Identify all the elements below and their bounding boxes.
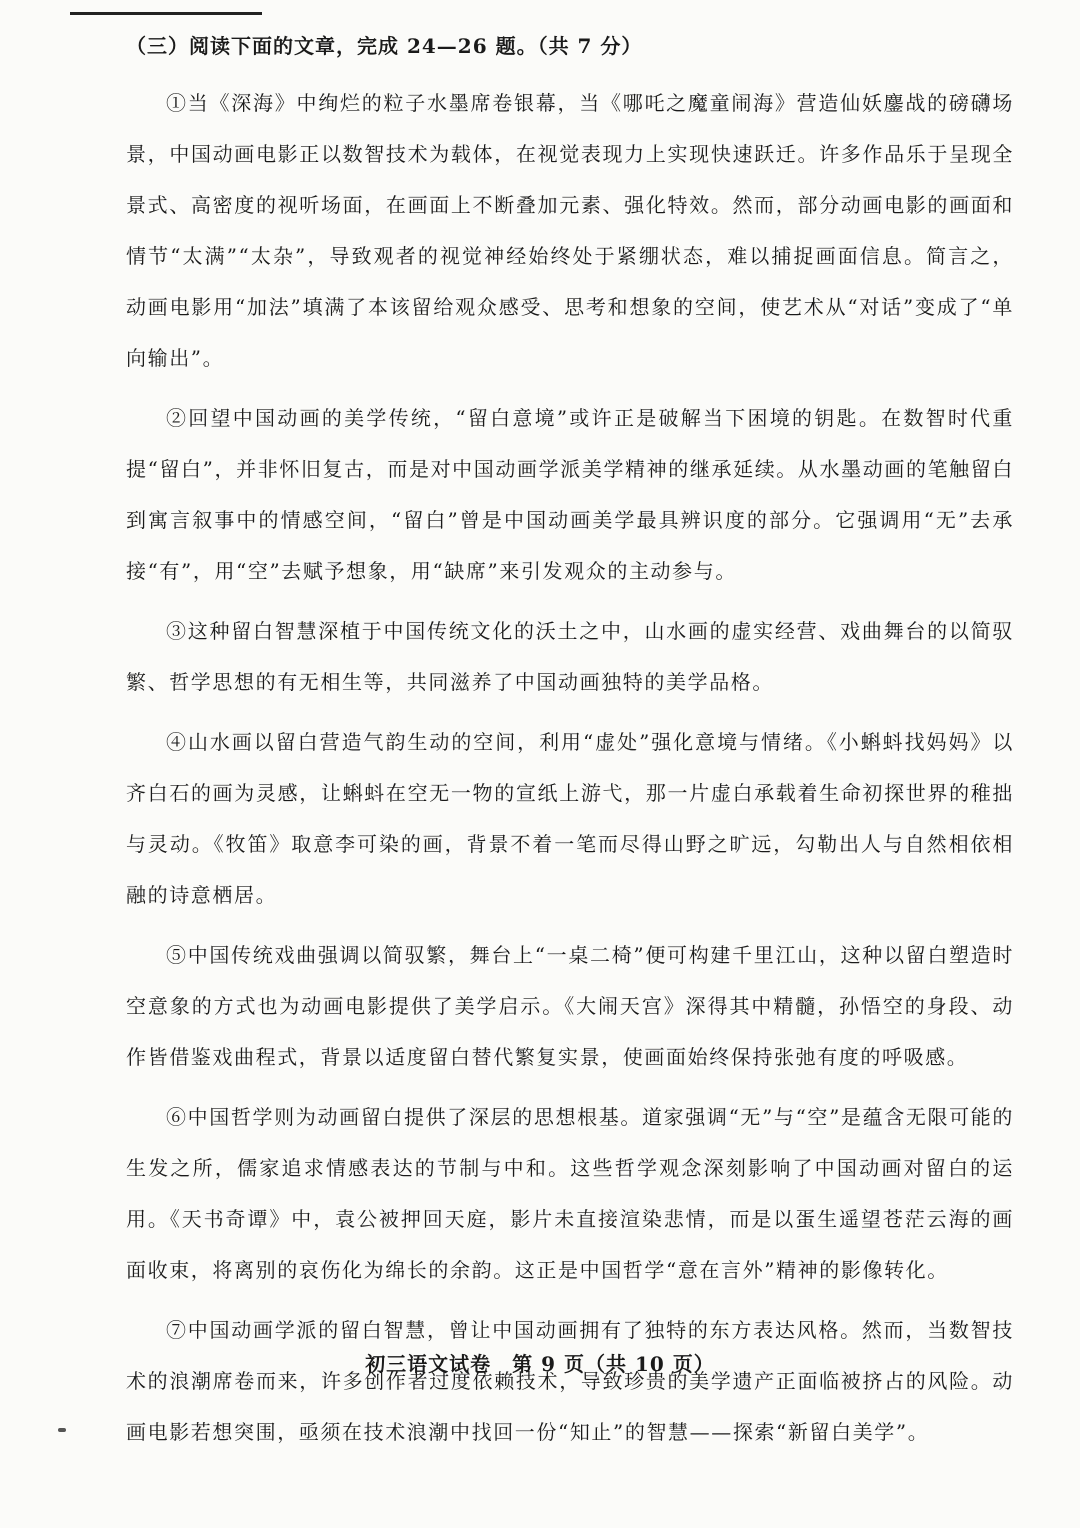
paragraph-1: ①当《深海》中绚烂的粒子水墨席卷银幕，当《哪吒之魔童闹海》营造仙妖鏖战的磅礴场景，中国动画电影正以数智技术为载体，在视觉表现力上实现快速跃迁。许多作品乐于呈现全景式、高密度的视听场面，在画面上不断叠加元素、强化特效。然而，部分动画电影的画面和情节“太满”“太杂”，导致观者的视觉神经始终处于紧绷状态，难以捕捉画面信息。简言之，动画电影用“加法”填满了本该留给观众感受、思考和想象的空间，使艺术从“对话”变成了“单向输出”。 [126,91,1014,370]
paragraph-5: ⑤中国传统戏曲强调以简驭繁，舞台上“一桌二椅”便可构建千里江山，这种以留白塑造时空意象的方式也为动画电影提供了美学启示。《大闹天宫》深得其中精髓，孙悟空的身段、动作皆借鉴戏曲程式，背景以适度留白替代繁复实景，使画面始终保持张弛有度的呼吸感。 [126,943,1014,1069]
paragraph-3: ③这种留白智慧深植于中国传统文化的沃土之中，山水画的虚实经营、戏曲舞台的以简驭繁、哲学思想的有无相生等，共同滋养了中国动画独特的美学品格。 [126,619,1014,694]
section-header: （三）阅读下面的文章，完成 24—26 题。（共 7 分） [126,34,643,58]
paragraph-6: ⑥中国哲学则为动画留白提供了深层的思想根基。道家强调“无”与“空”是蕴含无限可能的生发之所，儒家追求情感表达的节制与中和。这些哲学观念深刻影响了中国动画对留白的运用。《天书奇谭》中，袁公被押回天庭，影片未直接渲染悲情，而是以蛋生遥望苍茫云海的画面收束，将离别的哀伤化为绵长的余韵。这正是中国哲学“意在言外”精神的影像转化。 [126,1105,1014,1282]
paragraph-2: ②回望中国动画的美学传统，“留白意境”或许正是破解当下困境的钥匙。在数智时代重提“留白”，并非怀旧复古，而是对中国动画学派美学精神的继承延续。从水墨动画的笔触留白到寓言叙事中的情感空间，“留白”曾是中国动画美学最具辨识度的部分。它强调用“无”去承接“有”，用“空”去赋予想象，用“缺席”来引发观众的主动参与。 [126,406,1014,583]
paragraph-7: ⑦中国动画学派的留白智慧，曾让中国动画拥有了独特的东方表达风格。然而，当数智技术的浪潮席卷而来，许多创作者过度依赖技术，导致珍贵的美学遗产正面临被挤占的风险。动画电影若想突围，亟须在技术浪潮中找回一份“知止”的智慧——探索“新留白美学”。 [126,1318,1014,1444]
paragraph-4: ④山水画以留白营造气韵生动的空间，利用“虚处”强化意境与情绪。《小蝌蚪找妈妈》以齐白石的画为灵感，让蝌蚪在空无一物的宣纸上游弋，那一片虚白承载着生命初探世界的稚拙与灵动。《牧笛》取意李可染的画，背景不着一笔而尽得山野之旷远，勾勒出人与自然相依相融的诗意栖居。 [126,730,1014,907]
top-rule [70,12,262,15]
exam-page-body [126,26,1014,1467]
page-footer: 初三语文试卷 第 9 页（共 10 页） [365,1352,715,1376]
scan-speck [58,1428,66,1432]
